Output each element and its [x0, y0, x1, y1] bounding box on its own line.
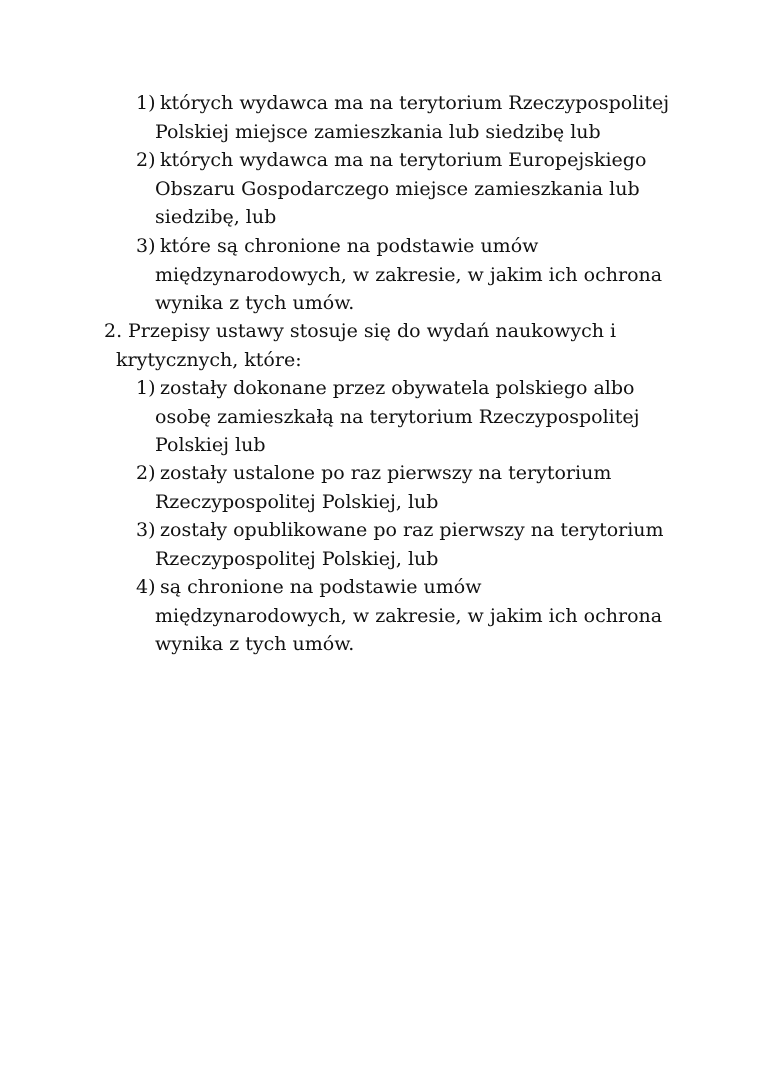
paragraph-2	[104, 317, 664, 374]
list-item-number: 1)	[136, 92, 156, 114]
list-item-text: są chronione na podstawie umów międzynarodowych, w zakresie, w jakim ich ochrona wynika z tych umów.	[155, 576, 663, 655]
list-item-text: zostały ustalone po raz pierwszy na terytorium Rzeczypospolitej Polskiej, lub	[155, 462, 612, 513]
list-item-text: które są chronione na podstawie umów międzynarodowych, w zakresie, w jakim ich ochrona wynika z tych umów.	[155, 235, 663, 314]
list-item-1-3	[136, 232, 676, 318]
list-item-text: których wydawca ma na terytorium Europejskiego Obszaru Gospodarczego miejsce zamieszkania lub siedzibę, lub	[155, 149, 647, 228]
list-item-2-3	[136, 516, 676, 573]
paragraph-number: 2.	[104, 320, 123, 342]
paragraph-text: Przepisy ustawy stosuje się do wydań naukowych i krytycznych, które:	[116, 320, 617, 371]
list-item-2-1	[136, 374, 676, 460]
list-item-number: 1)	[136, 377, 156, 399]
list-item-text: zostały opublikowane po raz pierwszy na terytorium Rzeczypospolitej Polskiej, lub	[155, 519, 664, 570]
list-item-number: 4)	[136, 576, 156, 598]
list-item-2-4	[136, 573, 676, 659]
list-item-text: których wydawca ma na terytorium Rzeczypospolitej Polskiej miejsce zamieszkania lub siedzibę lub	[155, 92, 670, 143]
list-item-number: 2)	[136, 462, 156, 484]
list-item-number: 3)	[136, 519, 156, 541]
list-item-number: 3)	[136, 235, 156, 257]
list-item-2-2	[136, 459, 676, 516]
list-item-1-1	[136, 89, 676, 146]
list-item-1-2	[136, 146, 676, 232]
list-item-number: 2)	[136, 149, 156, 171]
list-item-text: zostały dokonane przez obywatela polskiego albo osobę zamieszkałą na terytorium Rzeczypospolitej Polskiej lub	[155, 377, 640, 456]
